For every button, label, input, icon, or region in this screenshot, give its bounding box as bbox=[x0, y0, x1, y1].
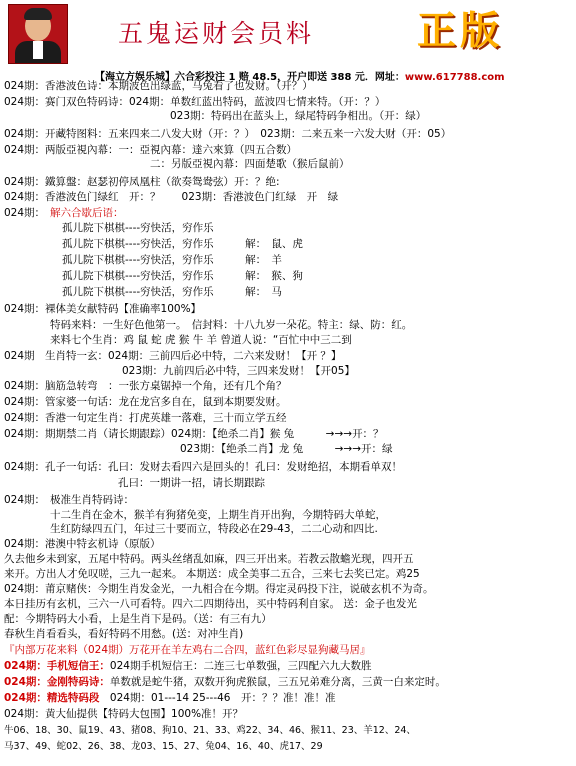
text-line: 极准生肖特码诗： bbox=[50, 494, 134, 506]
text-line: 024期：鐵算盤：赵瑟初停凤凰柱（欲奏鸳鸯弦）开：？绝: bbox=[4, 176, 280, 188]
text-line: 024期：两版亞視內幕：一：亞視內幕：達六來算（四五合数） bbox=[4, 144, 298, 156]
host-portrait-photo bbox=[8, 4, 68, 64]
riddle-line: 孤儿院下棋棋----穷快活，穷作乐 解： 猴、狗 bbox=[62, 270, 303, 282]
text-line: 本日挂历有玄机，三六一八可看特。四六二四期待出，买中特码利自家。 送：金子也发光 bbox=[4, 598, 417, 610]
text-line: 023期：九前四后必中特，三四来发财！【开05】 bbox=[122, 365, 355, 377]
ad-url-link[interactable]: www.617788.com bbox=[404, 72, 505, 83]
riddle-line: 孤儿院下棋棋----穷快活，穷作乐 解： 羊 bbox=[62, 254, 282, 266]
text-line: 024期： bbox=[4, 494, 46, 506]
page-title: 五鬼运财会员料 bbox=[118, 19, 315, 48]
text-line: 024期：港澳中特玄机诗（原版） bbox=[4, 538, 161, 550]
text-label: 024期：手机短信王： bbox=[4, 660, 110, 672]
text-line: 春秋生肖看看头，看好特码不用愁。(送：对冲生肖) bbox=[4, 628, 244, 640]
ad-text: 【海立方娱乐城】六合彩投注 1 赔 48.5，开户即送 388 元．网址： bbox=[95, 72, 405, 83]
text-line: 024期： bbox=[4, 207, 46, 219]
riddle-heading: 解六合歇后语： bbox=[50, 207, 124, 219]
text-line: 特码来料：一生好色他第一。 信封料：十八九岁一朵花。特主：绿、防：红。 bbox=[50, 319, 413, 331]
number-list-line: 马37、49、蛇02、26、38、龙03、15、27、兔04、16、40、虎17、29 bbox=[4, 741, 323, 752]
genuine-version-badge: 正版 bbox=[417, 9, 504, 54]
text-line: 024期：开藏特图料：五来四来二八发大财（开：？） 023期：二来五来一六发大财（开：05） bbox=[4, 128, 452, 140]
text-line: 023期：特码出在蓝头上，绿尾特码争相出。（开：绿） bbox=[170, 110, 427, 122]
text-line: 024期：管家婆一句话：龙在龙宫多自在，鼠到本期要发财。 bbox=[4, 396, 287, 408]
text-line: 『内部万花来料（024期）万花开在羊左鸡右二合四，蓝红色彩尽显狗藏马居』 bbox=[4, 644, 371, 656]
text-line: 二：另版亞視內幕：四面楚歌（猴后鼠前） bbox=[150, 158, 350, 170]
text-line: 024期：黄大仙提供【特码大包围】100%准！开？ bbox=[4, 708, 244, 720]
text-content: 单数就是蛇牛猪，双数开狗虎猴鼠，三五兄弟难分离，三黄一白来定时。 bbox=[109, 676, 446, 688]
text-line: 久去他乡未到家，五尾中特码。两头丝绪乱如麻，四三开出来。若教云散蟾光现，四开五 bbox=[4, 553, 414, 565]
text-line: 024期：赛门双色特码诗：024期：单数红蓝出特码，蓝波四七情来特。（开：？） bbox=[4, 96, 386, 108]
text-line: 024期：裸体美女献特码【准确率100%】 bbox=[4, 303, 202, 315]
text-line: 024期 生肖特一玄：024期：三前四后必中特，二六来发财！【开 ？】 bbox=[4, 350, 342, 362]
text-content: 024期手机短信王：二连三七单数强，三四配六九大数胜 bbox=[109, 660, 372, 672]
riddle-line: 孤儿院下棋棋----穷快活，穷作乐 解： 马 bbox=[62, 286, 282, 298]
text-line: 来开。方出人才免叹嗟，三九一起来。 本期送：成全美事二五合，三来七去奖已定。鸡25 bbox=[4, 568, 420, 580]
number-list-line: 牛06、18、30、鼠19、43、猪08、狗10、21、33、鸡22、34、46、猴11、23、羊12、24、 bbox=[4, 725, 416, 736]
text-line bbox=[4, 692, 335, 705]
text-label: 024期：精选特码段 bbox=[4, 692, 100, 704]
text-line: 024期：期期禁二肖（请长期跟踪）024期：【绝杀二肖】猴 兔 →→→开：？ bbox=[4, 428, 384, 440]
riddle-line: 孤儿院下棋棋----穷快活，穷作乐 解： 鼠、虎 bbox=[62, 238, 303, 250]
text-line: 024期：莆京赌侠：今期生肖发金光，一九相合在今期。得定灵码投下注，说破玄机不为奇。 bbox=[4, 583, 434, 595]
text-line: 生红防绿四五门，年过三十要而立，特段必在29-43，二二心动和四比. bbox=[50, 523, 378, 535]
text-line: 024期：脑筋急转弯 ：一张方桌锯掉一个角，还有几个角？ bbox=[4, 380, 287, 392]
text-line: 024期：孔子一句话：孔曰：发财去看四六是回头的！孔曰：发财绝招，本期看单双！ bbox=[4, 461, 403, 473]
text-line: 024期：香港一句定生肖：打虎英雄一落难，三十而立学五经 bbox=[4, 412, 287, 424]
riddle-line: 孤儿院下棋棋----穷快活，穷作乐 bbox=[62, 222, 214, 234]
text-line bbox=[4, 660, 371, 673]
text-line bbox=[4, 676, 446, 689]
text-line: 配：今期特码大小看，上是生肖下是码。（送：有三有九） bbox=[4, 613, 272, 625]
text-content: 024期：01---14 25---46 开：？？准！准！准 bbox=[99, 692, 336, 704]
text-line: 024期：香港波色门绿红 开：？ 023期：香港波色门红绿 开 绿 bbox=[4, 191, 339, 203]
text-line: 来料七个生肖：鸡 鼠 蛇 虎 猴 牛 羊 曾道人说：“百忙中中三二到 bbox=[50, 334, 352, 346]
text-line: 孔曰：一期讲一招，请长期跟踪 bbox=[118, 477, 265, 489]
page-header bbox=[0, 0, 576, 62]
text-label: 024期：金刚特码诗： bbox=[4, 676, 110, 688]
text-line: 十二生肖在金木，猴羊有狗猪免变，上期生肖开出狗，今期特码大单蛇， bbox=[50, 509, 386, 521]
text-line: 024期：香港波色诗：本期波色出绿蓝，马兔看了也发财。（开？） bbox=[4, 80, 313, 92]
text-line: 023期：【绝杀二肖】龙 兔 →→→开：绿 bbox=[180, 443, 393, 455]
